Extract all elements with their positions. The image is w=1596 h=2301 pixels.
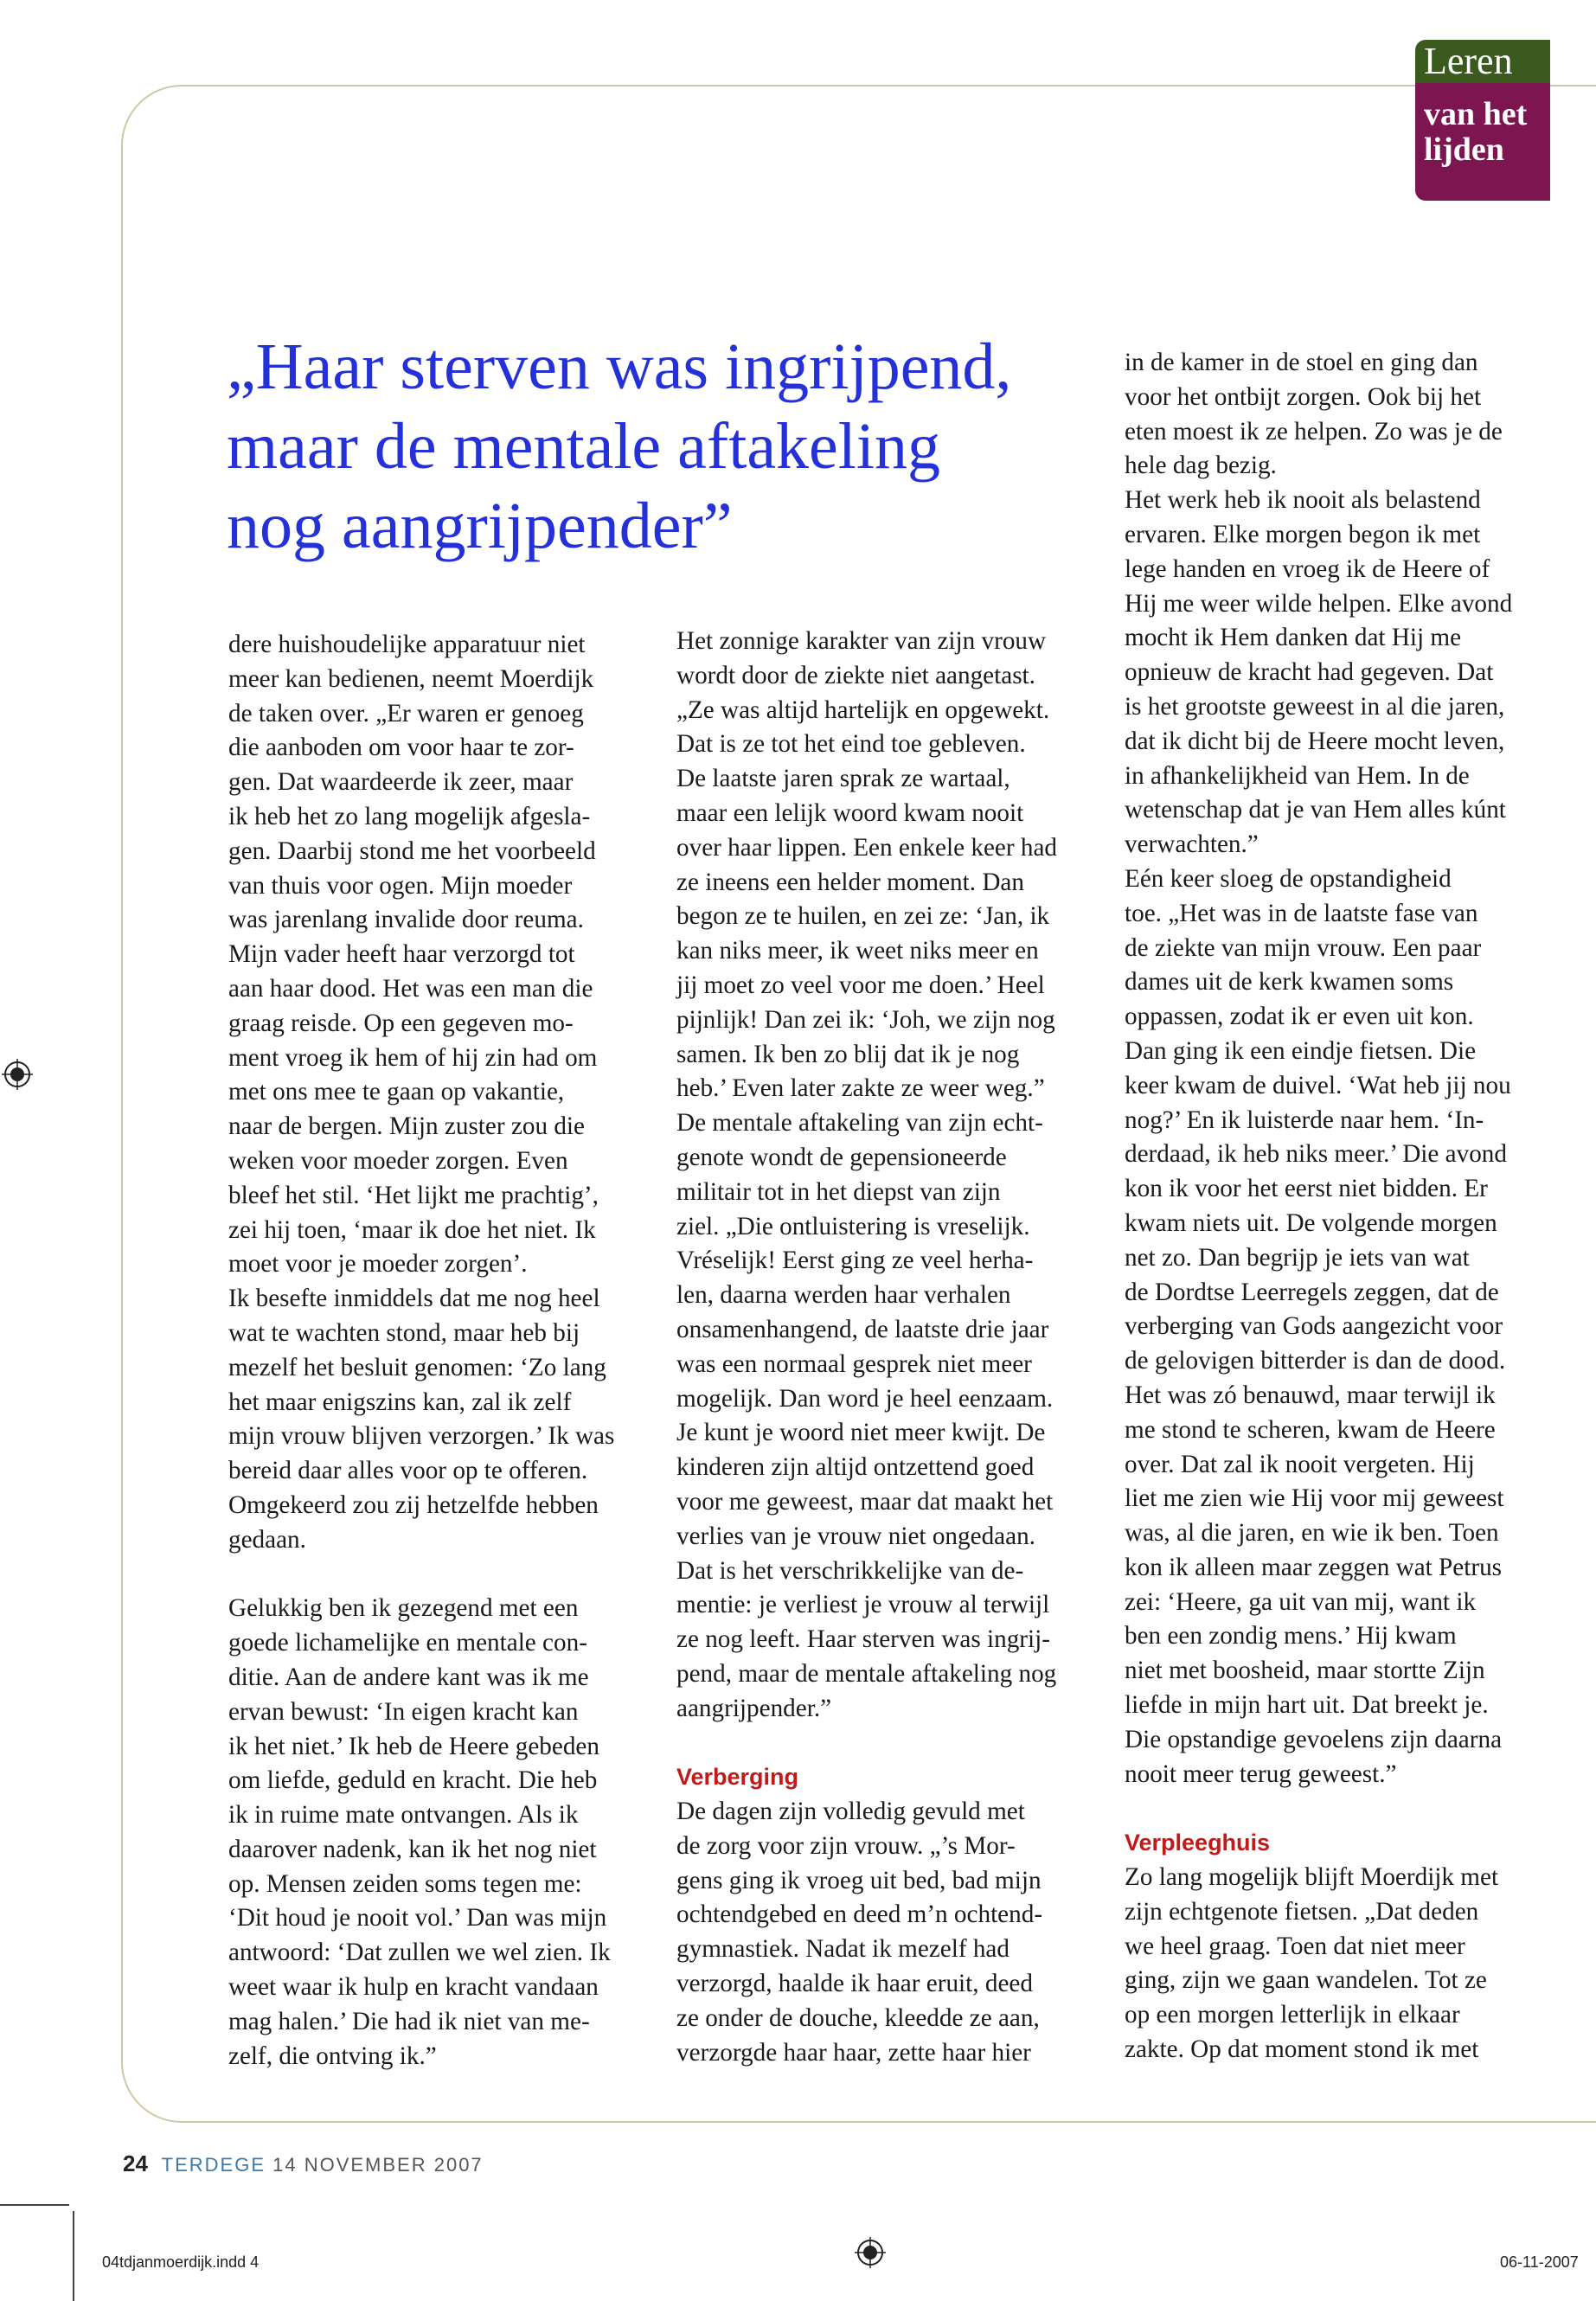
text-line: Die opstandige gevoelens zijn daarna	[1125, 1725, 1503, 1753]
subheading: Verberging	[676, 1764, 799, 1791]
text-line: dere huishoudelijke apparatuur niet	[228, 631, 586, 658]
slug-filename: 04tdjanmoerdijk.indd 4	[102, 2253, 260, 2271]
text-line: dat ik dicht bij de Heere mocht leven,	[1125, 727, 1505, 755]
text-line: zakte. Op dat moment stond ik met	[1125, 2035, 1479, 2064]
text-line: was jarenlang invalide door reuma.	[228, 906, 584, 934]
article-column-3	[1125, 346, 1548, 2067]
text-line: zelf, die ontving ik.”	[228, 2041, 437, 2070]
text-line: verzorgd, haalde ik haar eruit, deed	[676, 1970, 1033, 1998]
text-line: Het werk heb ik nooit als belastend	[1125, 486, 1481, 515]
text-line: aan haar dood. Het was een man die	[228, 974, 593, 1003]
text-line: De laatste jaren sprak ze wartaal,	[676, 765, 1010, 793]
text-line: mezelf het besluit genomen: ‘Zo lang	[228, 1353, 606, 1381]
text-line: mag halen.’ Die had ik niet van me-	[228, 2007, 590, 2035]
text-line: verlies van je vrouw niet ongedaan.	[676, 1522, 1035, 1550]
article-column-2	[676, 625, 1100, 2070]
text-line: Dat is het verschrikkelijke van de-	[676, 1556, 1024, 1585]
text-line: om liefde, geduld en kracht. Die heb	[228, 1766, 598, 1795]
text-line: goede lichamelijke en mentale con-	[228, 1629, 587, 1657]
text-line: ‘Dit houd je nooit vol.’ Dan was mijn	[228, 1904, 607, 1932]
text-line: die aanboden om voor haar te zor-	[228, 734, 574, 762]
text-line: ochtendgebed en deed m’n ochtend-	[676, 1900, 1043, 1929]
text-line: ervaren. Elke morgen begon ik met	[1125, 520, 1481, 548]
text-line: Hij me weer wilde helpen. Elke avond	[1125, 589, 1513, 618]
text-line: wetenschap dat je van Hem alles kúnt	[1125, 796, 1506, 824]
text-line: net zo. Dan begrijp je iets van wat	[1125, 1243, 1470, 1272]
text-line: ik het niet.’ Ik heb de Heere gebeden	[228, 1732, 599, 1760]
text-line: ik heb het zo lang mogelijk afgesla-	[228, 802, 591, 830]
text-line: kinderen zijn altijd ontzettend goed	[676, 1453, 1035, 1482]
text-line: de zorg voor zijn vrouw. „’s Mor-	[676, 1831, 1016, 1860]
text-line: over. Dat zal ik nooit vergeten. Hij	[1125, 1450, 1475, 1478]
text-line: ervan bewust: ‘In eigen kracht kan	[228, 1697, 579, 1726]
text-line: bereid daar alles voor op te offeren.	[228, 1457, 588, 1485]
text-line: liefde in mijn hart uit. Dat breekt je.	[1125, 1691, 1489, 1720]
text-line: bleef het stil. ‘Het lijkt me prachtig’,	[228, 1181, 599, 1209]
text-line: maar een lelijk woord kwam nooit	[676, 798, 1024, 827]
text-line: de Dordtse Leerregels zeggen, dat de	[1125, 1278, 1499, 1306]
section-tab-line: lijden	[1424, 131, 1504, 168]
text-line: weken voor moeder zorgen. Even	[228, 1146, 568, 1175]
text-line: Dan ging ik een eindje fietsen. Die	[1125, 1036, 1477, 1065]
headline-line: nog aangrijpender”	[227, 490, 733, 562]
text-line: ging, zijn we gaan wandelen. Tot ze	[1125, 1966, 1487, 1995]
page-footer	[123, 2150, 484, 2177]
text-line: graag reisde. Op een gegeven mo-	[228, 1009, 574, 1037]
paragraph-gap	[676, 1727, 1100, 1761]
registration-mark-icon	[855, 2237, 886, 2268]
text-line: Gelukkig ben ik gezegend met een	[228, 1594, 579, 1623]
text-line: ze onder de douche, kleedde ze aan,	[676, 2003, 1040, 2032]
text-line: we heel graag. Toen dat niet meer	[1125, 1932, 1465, 1960]
text-line: nog?’ En ik luisterde naar hem. ‘In-	[1125, 1106, 1484, 1134]
section-tab-bottom	[1415, 83, 1550, 201]
text-line: verberging van Gods aangezicht voor	[1125, 1312, 1503, 1341]
text-line: daarover nadenk, kan ik het nog niet	[228, 1835, 597, 1863]
text-line: begon ze te huilen, en zei ze: ‘Jan, ik	[676, 902, 1050, 931]
text-line: militair tot in het diepst van zijn	[676, 1177, 1001, 1206]
text-line: Dat is ze tot het eind toe gebleven.	[676, 730, 1026, 759]
text-line: mijn vrouw blijven verzorgen.’ Ik was	[228, 1422, 615, 1451]
text-line: Het was zó benauwd, maar terwijl ik	[1125, 1381, 1496, 1409]
text-line: dames uit de kerk kwamen soms	[1125, 968, 1454, 997]
section-tab-top: Leren	[1415, 40, 1550, 83]
text-line: gen. Daarbij stond me het voorbeeld	[228, 836, 596, 865]
text-line: mentie: je verliest je vrouw al terwijl	[676, 1591, 1050, 1619]
crop-mark	[0, 2204, 69, 2206]
crop-mark	[73, 2211, 74, 2301]
text-line: hele dag bezig.	[1125, 452, 1277, 480]
text-line: niet met boosheid, maar stortte Zijn	[1125, 1657, 1485, 1685]
text-line: keer kwam de duivel. ‘Wat heb jij nou	[1125, 1071, 1511, 1099]
text-line: pijnlijk! Dan zei ik: ‘Joh, we zijn nog	[676, 1005, 1055, 1034]
text-line: antwoord: ‘Dat zullen we wel zien. Ik	[228, 1939, 611, 1967]
text-line: kon ik voor het eerst niet bidden. Er	[1125, 1175, 1488, 1203]
text-line: derdaad, ik heb niks meer.’ Die avond	[1125, 1140, 1507, 1169]
text-line: kon ik alleen maar zeggen wat Petrus	[1125, 1553, 1503, 1581]
text-line: ze ineens een helder moment. Dan	[676, 868, 1024, 896]
text-line: meer kan bedienen, neemt Moerdijk	[228, 664, 594, 693]
text-line: De mentale aftakeling van zijn echt-	[676, 1109, 1043, 1138]
text-line: weet waar ik hulp en kracht vandaan	[228, 1973, 599, 2002]
text-line: toe. „Het was in de laatste fase van	[1125, 899, 1478, 927]
text-line: Het zonnige karakter van zijn vrouw	[676, 627, 1047, 655]
text-line: De dagen zijn volledig gevuld met	[676, 1798, 1025, 1826]
text-line: op een morgen letterlijk in elkaar	[1125, 2001, 1460, 2029]
text-line: liet me zien wie Hij voor mij geweest	[1125, 1484, 1504, 1513]
text-line: wordt door de ziekte niet aangetast.	[676, 661, 1035, 689]
page-number: 24	[123, 2150, 148, 2176]
text-line: mocht ik Hem danken dat Hij me	[1125, 624, 1462, 652]
text-line: was, al die jaren, en wie ik ben. Toen	[1125, 1519, 1499, 1548]
text-line: wat te wachten stond, maar heb bij	[228, 1318, 580, 1347]
text-line: zijn echtgenote fietsen. „Dat deden	[1125, 1897, 1479, 1926]
text-line: is het grootste geweest in al die jaren,	[1125, 692, 1505, 721]
text-line: de taken over. „Er waren er genoeg	[228, 699, 584, 727]
text-line: eten moest ik ze helpen. Zo was je de	[1125, 417, 1503, 445]
article-column-1	[228, 628, 652, 2073]
text-line: gedaan.	[228, 1525, 306, 1554]
text-line: kan niks meer, ik weet niks meer en	[676, 937, 1039, 965]
text-line: verwachten.”	[1125, 830, 1259, 859]
text-line: verzorgde haar haar, zette haar hier	[676, 2038, 1031, 2067]
text-line: van thuis voor ogen. Mijn moeder	[228, 871, 573, 900]
text-line: met ons mee te gaan op vakantie,	[228, 1078, 565, 1106]
text-line: in de kamer in de stoel en ging dan	[1125, 349, 1478, 376]
text-line: Je kunt je woord niet meer kwijt. De	[676, 1419, 1046, 1447]
slug-date: 06-11-2007	[1500, 2253, 1579, 2271]
text-line: de ziekte van mijn vrouw. Een paar	[1125, 933, 1482, 962]
text-line: in afhankelijkheid van Hem. In de	[1125, 761, 1470, 790]
magazine-name: TERDEGE	[161, 2154, 266, 2176]
text-line: zei: ‘Heere, ga uit van mij, want ik	[1125, 1587, 1477, 1616]
text-line: nooit meer terug geweest.”	[1125, 1759, 1397, 1788]
text-line: oppassen, zodat ik er even uit kon.	[1125, 1003, 1474, 1031]
text-line: ik in ruime mate ontvangen. Als ik	[228, 1801, 579, 1830]
text-line: gen. Dat waardeerde ik zeer, maar	[228, 768, 574, 797]
text-line: ze nog leeft. Haar sterven was ingrij-	[676, 1625, 1050, 1654]
text-line: genote wondt de gepensioneerde	[676, 1143, 1007, 1171]
text-line: naar de bergen. Mijn zuster zou die	[228, 1112, 585, 1141]
headline	[227, 327, 1100, 566]
paragraph-gap	[1125, 1791, 1548, 1826]
headline-line: maar de mentale aftakeling	[227, 410, 941, 483]
text-line: heb.’ Even later zakte ze weer weg.”	[676, 1074, 1045, 1103]
text-line: ment vroeg ik hem of hij zin had om	[228, 1043, 598, 1072]
text-line: Ik besefte inmiddels dat me nog heel	[228, 1285, 600, 1313]
text-line: aangrijpender.”	[676, 1694, 832, 1722]
text-line: samen. Ik ben zo blij dat ik je nog	[676, 1040, 1020, 1068]
text-line: me stond te scheren, kwam de Heere	[1125, 1415, 1496, 1444]
text-line: „Ze was altijd hartelijk en opgewekt.	[676, 695, 1050, 724]
headline-line: „Haar sterven was ingrijpend,	[227, 330, 1012, 403]
text-line: op. Mensen zeiden soms tegen me:	[228, 1869, 582, 1898]
registration-mark-icon	[2, 1059, 33, 1090]
text-line: onsamenhangend, de laatste drie jaar	[676, 1315, 1049, 1343]
text-line: jij moet zo veel voor me doen.’ Heel	[676, 971, 1045, 999]
text-line: lege handen en vroeg ik de Heere of	[1125, 554, 1490, 583]
text-line: voor me geweest, maar dat maakt het	[676, 1487, 1054, 1516]
text-line: het maar enigszins kan, zal ik zelf	[228, 1388, 572, 1416]
section-tab-line: van het	[1424, 96, 1528, 132]
text-line: over haar lippen. Een enkele keer had	[676, 833, 1058, 862]
text-line: ziel. „Die ontluistering is vreselijk.	[676, 1212, 1030, 1240]
text-line: opnieuw de kracht had gegeven. Dat	[1125, 658, 1494, 687]
text-line: Mijn vader heeft haar verzorgd tot	[228, 940, 575, 969]
text-line: ben een zondig mens.’ Hij kwam	[1125, 1622, 1457, 1650]
subheading: Verpleeghuis	[1125, 1830, 1271, 1856]
issue-date: 14 NOVEMBER 2007	[272, 2154, 484, 2176]
text-line: moet voor je moeder zorgen’.	[228, 1250, 528, 1279]
text-line: voor het ontbijt zorgen. Ook bij het	[1125, 382, 1482, 411]
paragraph-gap	[228, 1558, 652, 1593]
text-line: Zo lang mogelijk blijft Moerdijk met	[1125, 1863, 1499, 1892]
text-line: kwam niets uit. De volgende morgen	[1125, 1208, 1497, 1237]
text-line: Eén keer sloeg de opstandigheid	[1125, 864, 1452, 893]
text-line: Omgekeerd zou zij hetzelfde hebben	[228, 1490, 599, 1519]
text-line: mogelijk. Dan word je heel eenzaam.	[676, 1384, 1054, 1413]
text-line: gymnastiek. Nadat ik mezelf had	[676, 1935, 1010, 1964]
text-line: de gelovigen bitterder is dan de dood.	[1125, 1347, 1506, 1375]
text-line: zei hij toen, ‘maar ik doe het niet. Ik	[228, 1215, 596, 1244]
text-line: len, daarna werden haar verhalen	[676, 1281, 1011, 1310]
text-line: gens ging ik vroeg uit bed, bad mijn	[676, 1866, 1042, 1894]
text-line: Vréselijk! Eerst ging ze veel herha-	[676, 1247, 1034, 1275]
text-line: was een normaal gesprek niet meer	[676, 1349, 1032, 1378]
text-line: ditie. Aan de andere kant was ik me	[228, 1663, 589, 1691]
text-line: pend, maar de mentale aftakeling nog	[676, 1659, 1057, 1688]
